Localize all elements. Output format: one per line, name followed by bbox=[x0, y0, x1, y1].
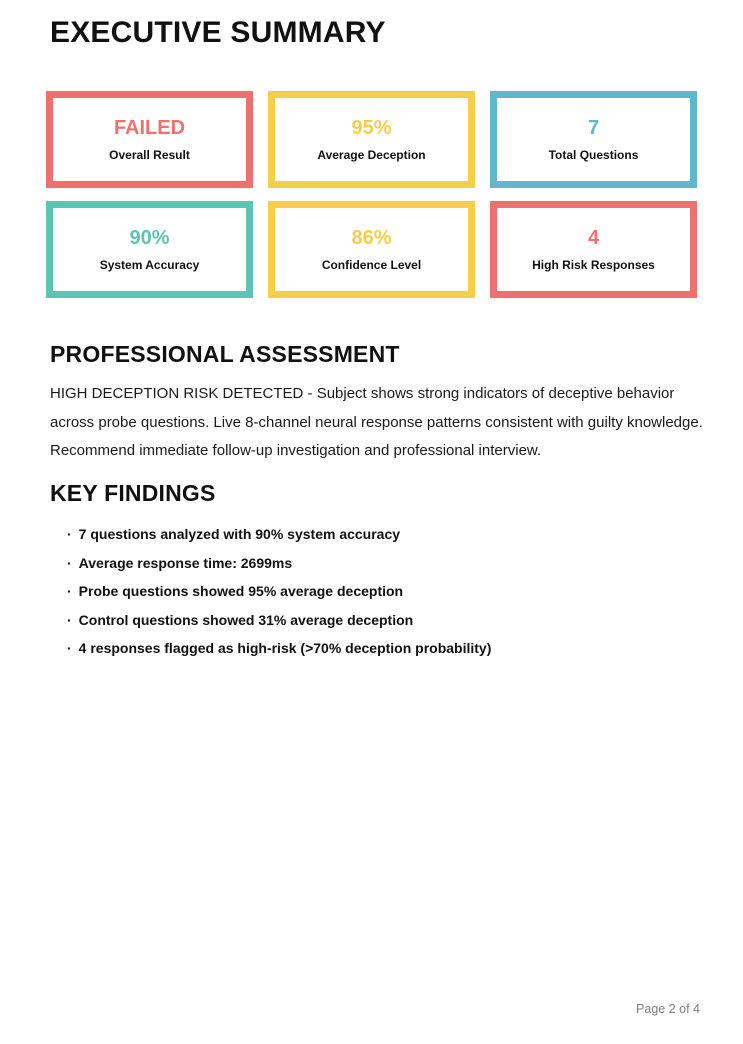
key-finding-text: 4 responses flagged as high-risk (>70% deception probability) bbox=[78, 640, 492, 657]
stat-card-average-deception bbox=[268, 91, 475, 188]
page-title: EXECUTIVE SUMMARY bbox=[50, 16, 386, 49]
key-finding-text: Average response time: 2699ms bbox=[78, 554, 293, 571]
stat-label: Average Deception bbox=[317, 148, 426, 162]
bullet-icon: · bbox=[67, 554, 72, 571]
key-findings-list bbox=[67, 520, 491, 663]
stat-card-confidence-level bbox=[268, 201, 475, 298]
stat-value: 86% bbox=[351, 227, 392, 249]
stat-label: Total Questions bbox=[548, 148, 639, 162]
stat-value: FAILED bbox=[113, 117, 186, 139]
stat-label: Overall Result bbox=[109, 148, 190, 162]
bullet-icon: · bbox=[67, 640, 72, 657]
page-number-indicator: Page 2 of 4 bbox=[636, 1002, 700, 1016]
stat-card-total-questions bbox=[490, 91, 697, 188]
stat-card-system-accuracy bbox=[46, 201, 253, 298]
key-finding-text: 7 questions analyzed with 90% system accuracy bbox=[78, 526, 401, 542]
key-finding-text: Control questions showed 31% average deception bbox=[78, 611, 414, 628]
stat-label: High Risk Responses bbox=[532, 258, 655, 272]
key-findings-heading: KEY FINDINGS bbox=[50, 480, 216, 506]
bullet-icon: · bbox=[67, 526, 72, 542]
stat-card-overall-result bbox=[46, 91, 253, 188]
stat-cards-grid bbox=[46, 91, 697, 298]
stat-label: System Accuracy bbox=[99, 258, 200, 272]
bullet-icon: · bbox=[67, 583, 72, 600]
key-finding-item bbox=[67, 520, 491, 549]
professional-assessment-text: HIGH DECEPTION RISK DETECTED - Subject shows strong indicators of deceptive behavior across probe questions. Live 8-channel neural response patterns consistent with guilty knowledge. Recommend immediate follow-up investigation and professional interview. bbox=[50, 385, 703, 459]
stat-value: 7 bbox=[587, 117, 600, 139]
stat-label: Confidence Level bbox=[321, 258, 422, 272]
stat-card-high-risk-responses bbox=[490, 201, 697, 298]
professional-assessment-heading: PROFESSIONAL ASSESSMENT bbox=[50, 341, 400, 367]
key-finding-text: Probe questions showed 95% average deception bbox=[78, 583, 404, 600]
bullet-icon: · bbox=[67, 611, 72, 628]
key-finding-item bbox=[67, 634, 491, 663]
stat-value: 95% bbox=[351, 117, 392, 139]
stat-value: 4 bbox=[587, 227, 600, 249]
key-finding-item bbox=[67, 549, 491, 578]
key-finding-item bbox=[67, 606, 491, 635]
stat-value: 90% bbox=[129, 227, 170, 249]
key-finding-item bbox=[67, 577, 491, 606]
